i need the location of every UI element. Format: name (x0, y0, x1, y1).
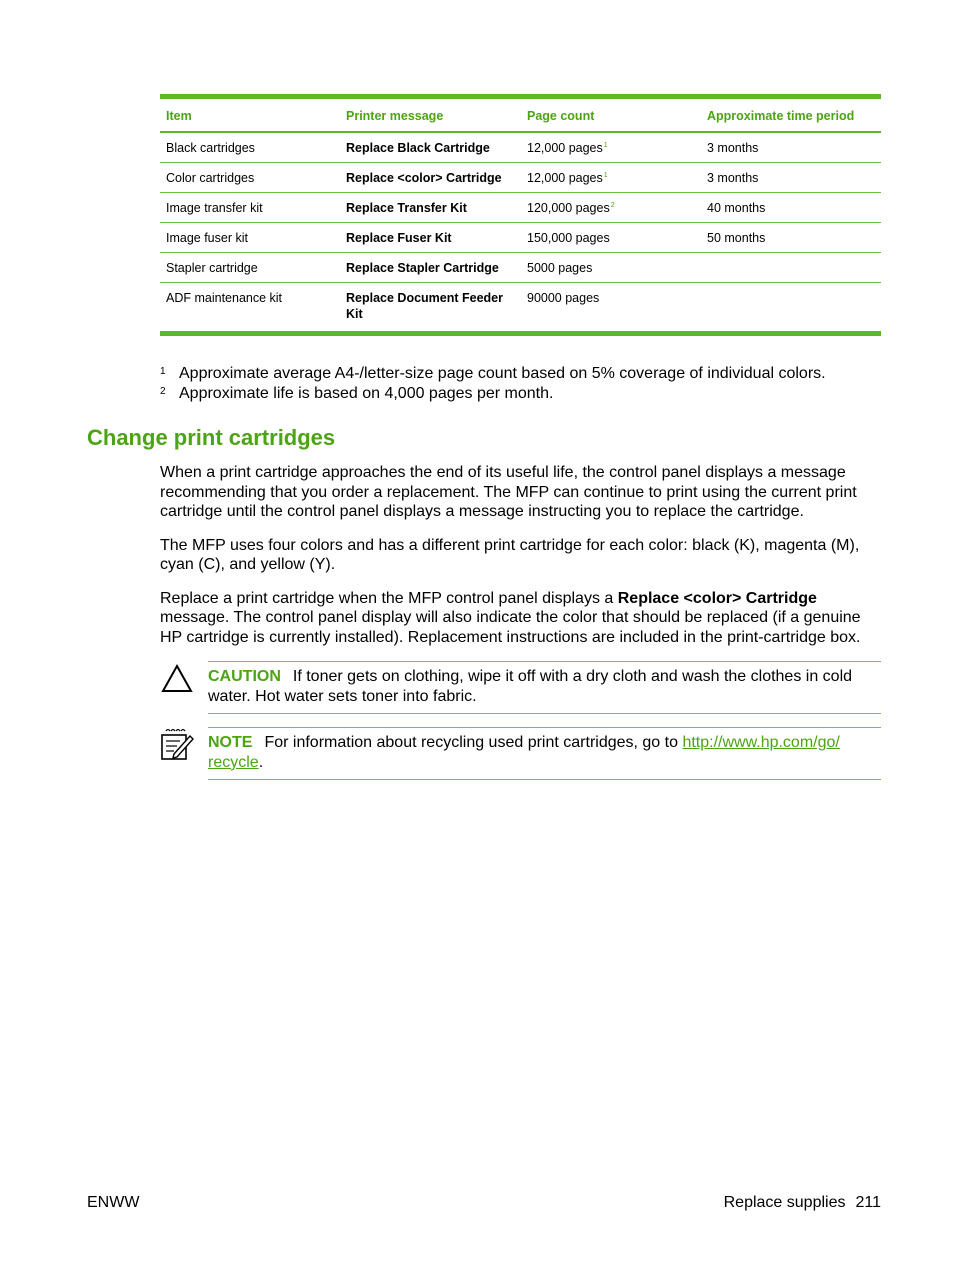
caution-callout (160, 661, 881, 714)
cell-pages: 150,000 pages (521, 223, 701, 253)
warning-triangle-icon (160, 661, 194, 695)
cell-item: Image fuser kit (160, 223, 340, 253)
paragraph (160, 589, 883, 648)
footnote-mark: 2 (160, 386, 166, 397)
recycle-link-line2[interactable]: recycle (208, 753, 259, 771)
note-callout (160, 727, 881, 780)
paragraph: When a print cartridge approaches the end of its useful life, the control panel displays a message recommending that you order a replacement. The MFP can continue to print using the current print cartridge until the control panel displays a message instructing you to replace the cartridge. (160, 464, 857, 520)
paragraph-text: message. The control panel display will also indicate the color that should be replaced (if a genuine HP cartridge is currently installed). Replacement instructions are included in the print-cartridge box. (160, 609, 861, 646)
section-heading: Change print cartridges (87, 425, 336, 450)
footer-left-label: ENWW (87, 1194, 140, 1211)
cell-item: Color cartridges (160, 163, 340, 193)
column-header-printer-message: Printer message (346, 109, 444, 123)
cell-message: Replace Stapler Cartridge (340, 253, 521, 283)
supplies-table (160, 94, 881, 336)
footnote (160, 384, 881, 404)
cell-pages (521, 132, 701, 163)
footnote-text: Approximate life is based on 4,000 pages per month. (179, 385, 554, 402)
paragraph: The MFP uses four colors and has a different print cartridge for each color: black (K), magenta (M), cyan (C), and yellow (Y). (160, 536, 860, 573)
caution-text: If toner gets on clothing, wipe it off with a dry cloth and wash the clothes in cold water. Hot water sets toner into fabric. (208, 668, 853, 705)
cell-pages: 90000 pages (527, 291, 600, 305)
column-header-item: Item (166, 109, 192, 123)
page-count: 12,000 pages (527, 141, 603, 155)
cell-item: Black cartridges (160, 132, 340, 163)
table-bottom-rule (160, 331, 881, 336)
cell-period (701, 253, 881, 283)
table-row (160, 163, 881, 193)
table-row (160, 132, 881, 163)
section-body (160, 463, 883, 661)
footer-right (724, 1193, 881, 1213)
column-header-time-period: Approximate time period (707, 109, 855, 123)
page-count: 12,000 pages (527, 171, 603, 185)
footnote (160, 364, 881, 384)
cell-pages (521, 193, 701, 223)
footnote-ref[interactable]: 2 (610, 201, 615, 209)
footnote-text: Approximate average A4-/letter-size page count based on 5% coverage of individual colors. (179, 365, 826, 382)
table-row (160, 283, 881, 332)
table-footnotes (160, 364, 881, 404)
column-header-page-count: Page count (527, 109, 595, 123)
note-box (208, 727, 881, 780)
note-pad-icon (160, 727, 194, 761)
cell-period: 3 months (701, 163, 881, 193)
table-row (160, 193, 881, 223)
cell-period: 40 months (701, 193, 881, 223)
footnote-mark: 1 (160, 366, 166, 377)
control-panel-message: Replace <color> Cartridge (617, 589, 817, 607)
cell-period: 3 months (701, 132, 881, 163)
note-label: NOTE (208, 734, 253, 751)
cell-period: 50 months (701, 223, 881, 253)
table-header-row (160, 97, 881, 133)
footnote-ref[interactable]: 1 (603, 171, 608, 179)
table-row (160, 253, 881, 283)
cell-item: Stapler cartridge (160, 253, 340, 283)
caution-box (208, 661, 881, 714)
cell-pages: 5000 pages (521, 253, 701, 283)
cell-message: Replace Document Feeder Kit (346, 291, 503, 321)
page-count: 120,000 pages (527, 201, 610, 215)
page-number: 211 (855, 1194, 881, 1211)
cell-item: Image transfer kit (160, 193, 340, 223)
cell-period (701, 283, 881, 332)
cell-item: ADF maintenance kit (166, 291, 283, 305)
caution-label: CAUTION (208, 668, 281, 685)
cell-message: Replace Black Cartridge (340, 132, 521, 163)
cell-message: Replace Fuser Kit (340, 223, 521, 253)
cell-pages (521, 163, 701, 193)
footer-section-title: Replace supplies (723, 1194, 846, 1211)
footnote-ref[interactable]: 1 (603, 141, 608, 149)
paragraph-text: Replace a print cartridge when the MFP control panel displays a (160, 589, 618, 607)
cell-message: Replace <color> Cartridge (340, 163, 521, 193)
note-suffix: . (258, 753, 264, 771)
recycle-link-line1[interactable]: http://www.hp.com/go/ (682, 734, 840, 751)
table-row (160, 223, 881, 253)
note-text: For information about recycling used print cartridges, go to (264, 734, 683, 751)
cell-message: Replace Transfer Kit (340, 193, 521, 223)
